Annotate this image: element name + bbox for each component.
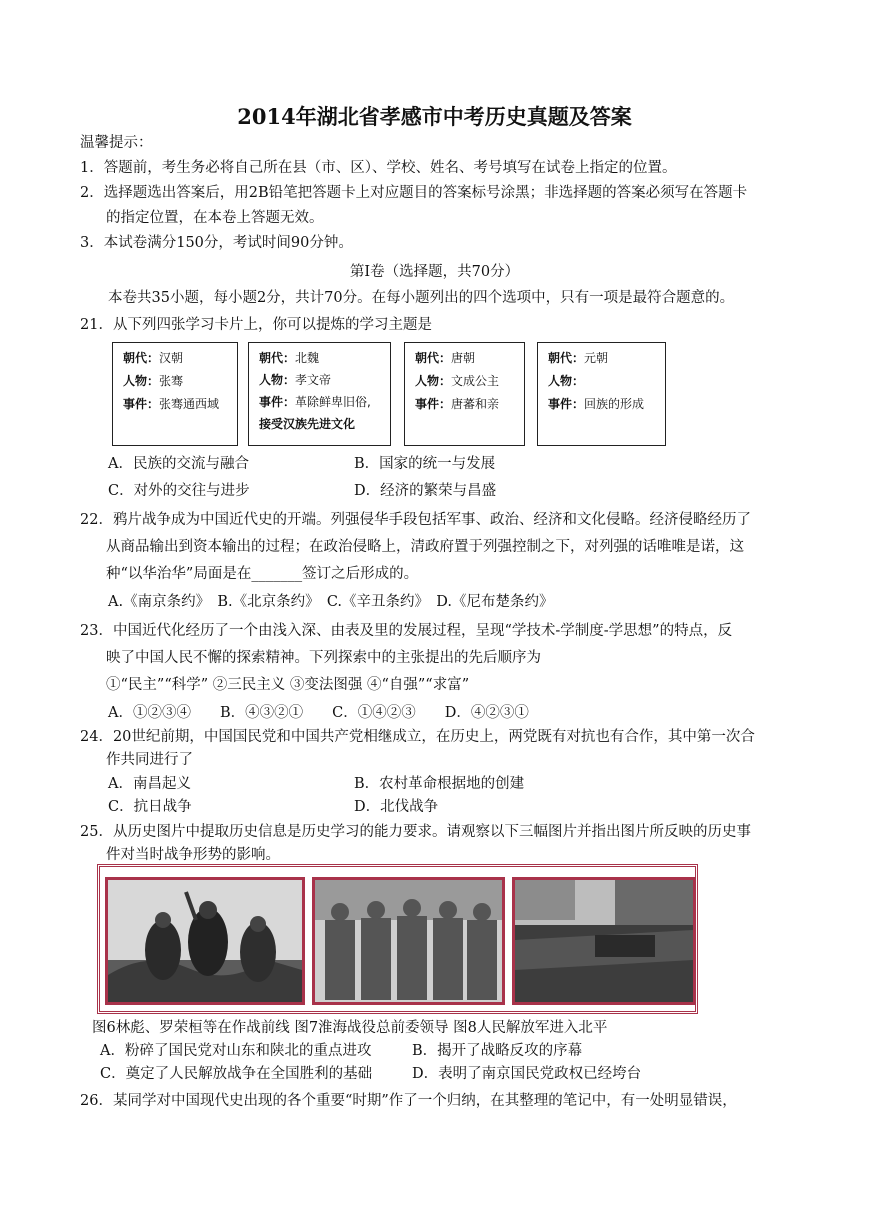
card-value: 元朝 [584, 351, 609, 365]
photo-pla-enters-beiping [512, 877, 696, 1005]
q24-option-b: B．农村革命根据地的创建 [354, 776, 525, 792]
q24-option-c: C．抗日战争 [108, 799, 192, 815]
card-label: 人物： [548, 374, 585, 388]
q23-line-3: ①“民主”“科学” ②三民主义 ③变法图强 ④“自强”“求富” [106, 677, 470, 693]
photo-huaihai-image [315, 880, 502, 1002]
study-card-tang [404, 342, 525, 446]
study-card-beiwei [248, 342, 391, 446]
card-label: 事件： [548, 397, 585, 411]
q21-stem: 21．从下列四张学习卡片上，你可以提炼的学习主题是 [80, 317, 432, 333]
card-value: 唐朝 [451, 351, 476, 365]
card-value: 孝文帝 [295, 373, 332, 387]
study-card-han [112, 342, 238, 446]
notice-heading: 温馨提示： [80, 135, 153, 151]
q23-line-2: 映了中国人民不懈的探索精神。下列探索中的主张提出的先后顺序为 [106, 650, 541, 666]
card-label: 朝代： [123, 351, 160, 365]
q25-option-c: C．奠定了人民解放战争在全国胜利的基础 [100, 1066, 373, 1082]
card-label: 事件： [123, 397, 160, 411]
card-label: 事件： [259, 395, 296, 409]
card-label: 朝代： [415, 351, 452, 365]
card-label: 人物： [415, 374, 452, 388]
photo-captions: 图6林彪、罗荣桓等在作战前线 图7淮海战役总前委领导 图8人民解放军进入北平 [92, 1020, 608, 1036]
card-value: 汉朝 [159, 351, 184, 365]
photo-huaihai-committee [312, 877, 505, 1005]
q22-line-2: 从商品输出到资本输出的过程；在政治侵略上，清政府置于列强控制之下，对列强的话唯唯是诺，这 [106, 539, 744, 555]
photo-beiping-image [515, 880, 693, 1002]
notice-2-cont: 的指定位置，在本卷上答题无效。 [106, 210, 324, 226]
card-value-cont: 接受汉族先进文化 [259, 417, 356, 431]
q24-option-a: A．南昌起义 [108, 776, 191, 792]
q25-option-d: D．表明了南京国民党政权已经垮台 [412, 1066, 642, 1082]
study-card-yuan [537, 342, 666, 446]
card-label: 事件： [415, 397, 452, 411]
card-value: 北魏 [295, 351, 320, 365]
q23-line-1: 23．中国近代化经历了一个由浅入深、由表及里的发展过程，呈现“学技术-学制度-学思想”的特点，反 [80, 623, 733, 639]
q21-option-d: D．经济的繁荣与昌盛 [354, 483, 497, 499]
card-value: 回族的形成 [584, 397, 645, 411]
q23-options: A．①②③④ B．④③②① C．①④②③ D．④②③① [108, 705, 529, 721]
q22-line-3: 种“以华治华”局面是在_______签订之后形成的。 [106, 566, 419, 582]
q24-line-2: 作共同进行了 [106, 752, 193, 768]
card-label: 朝代： [259, 351, 296, 365]
section-title: 第Ⅰ卷（选择题，共70分） [349, 264, 520, 280]
q25-line-1: 25．从历史图片中提取历史信息是历史学习的能力要求。请观察以下三幅图片并指出图片所反映的历史事 [80, 824, 751, 840]
q22-options: A.《南京条约》 B.《北京条约》 C.《辛丑条约》 D.《尼布楚条约》 [108, 594, 554, 610]
card-value: 唐蕃和亲 [451, 397, 500, 411]
notice-2: 2．选择题选出答案后，用2B铅笔把答题卡上对应题目的答案标号涂黑；非选择题的答案必须写在答题卡 [80, 185, 748, 201]
photo-lin-biao-image [108, 880, 302, 1002]
card-label: 人物： [123, 374, 160, 388]
photo-strip [97, 864, 698, 1014]
q25-option-a: A．粉碎了国民党对山东和陕北的重点进攻 [100, 1043, 372, 1059]
card-value: 文成公主 [451, 374, 500, 388]
card-value: 张骞 [159, 374, 184, 388]
q25-option-b: B．揭开了战略反攻的序幕 [412, 1043, 583, 1059]
notice-1: 1．答题前，考生务必将自己所在县（市、区）、学校、姓名、考号填写在试卷上指定的位置。 [80, 160, 677, 176]
q24-line-1: 24．20世纪前期，中国国民党和中国共产党相继成立，在历史上，两党既有对抗也有合作，其中第一次合 [80, 729, 755, 745]
page-title: 2014年湖北省孝感市中考历史真题及答案 [237, 104, 632, 129]
q21-option-a: A．民族的交流与融合 [108, 456, 249, 472]
q21-option-b: B．国家的统一与发展 [354, 456, 496, 472]
card-value: 张骞通西域 [159, 397, 220, 411]
card-label: 人物： [259, 373, 296, 387]
card-value: 革除鲜卑旧俗, [295, 395, 371, 409]
photo-lin-biao-front-line [105, 877, 305, 1005]
card-label: 朝代： [548, 351, 585, 365]
section-intro: 本卷共35小题，每小题2分，共计70分。在每小题列出的四个选项中，只有一项是最符合题意的。 [108, 290, 735, 306]
q25-line-2: 件对当时战争形势的影响。 [106, 847, 280, 863]
q26-line-1: 26．某同学对中国现代史出现的各个重要“时期”作了一个归纳，在其整理的笔记中，有一处明显错误， [80, 1093, 737, 1109]
q21-option-c: C．对外的交往与进步 [108, 483, 250, 499]
q22-line-1: 22．鸦片战争成为中国近代史的开端。列强侵华手段包括军事、政治、经济和文化侵略。经济侵略经历了 [80, 512, 751, 528]
q24-option-d: D．北伐战争 [354, 799, 439, 815]
notice-3: 3．本试卷满分150分，考试时间90分钟。 [80, 235, 353, 251]
